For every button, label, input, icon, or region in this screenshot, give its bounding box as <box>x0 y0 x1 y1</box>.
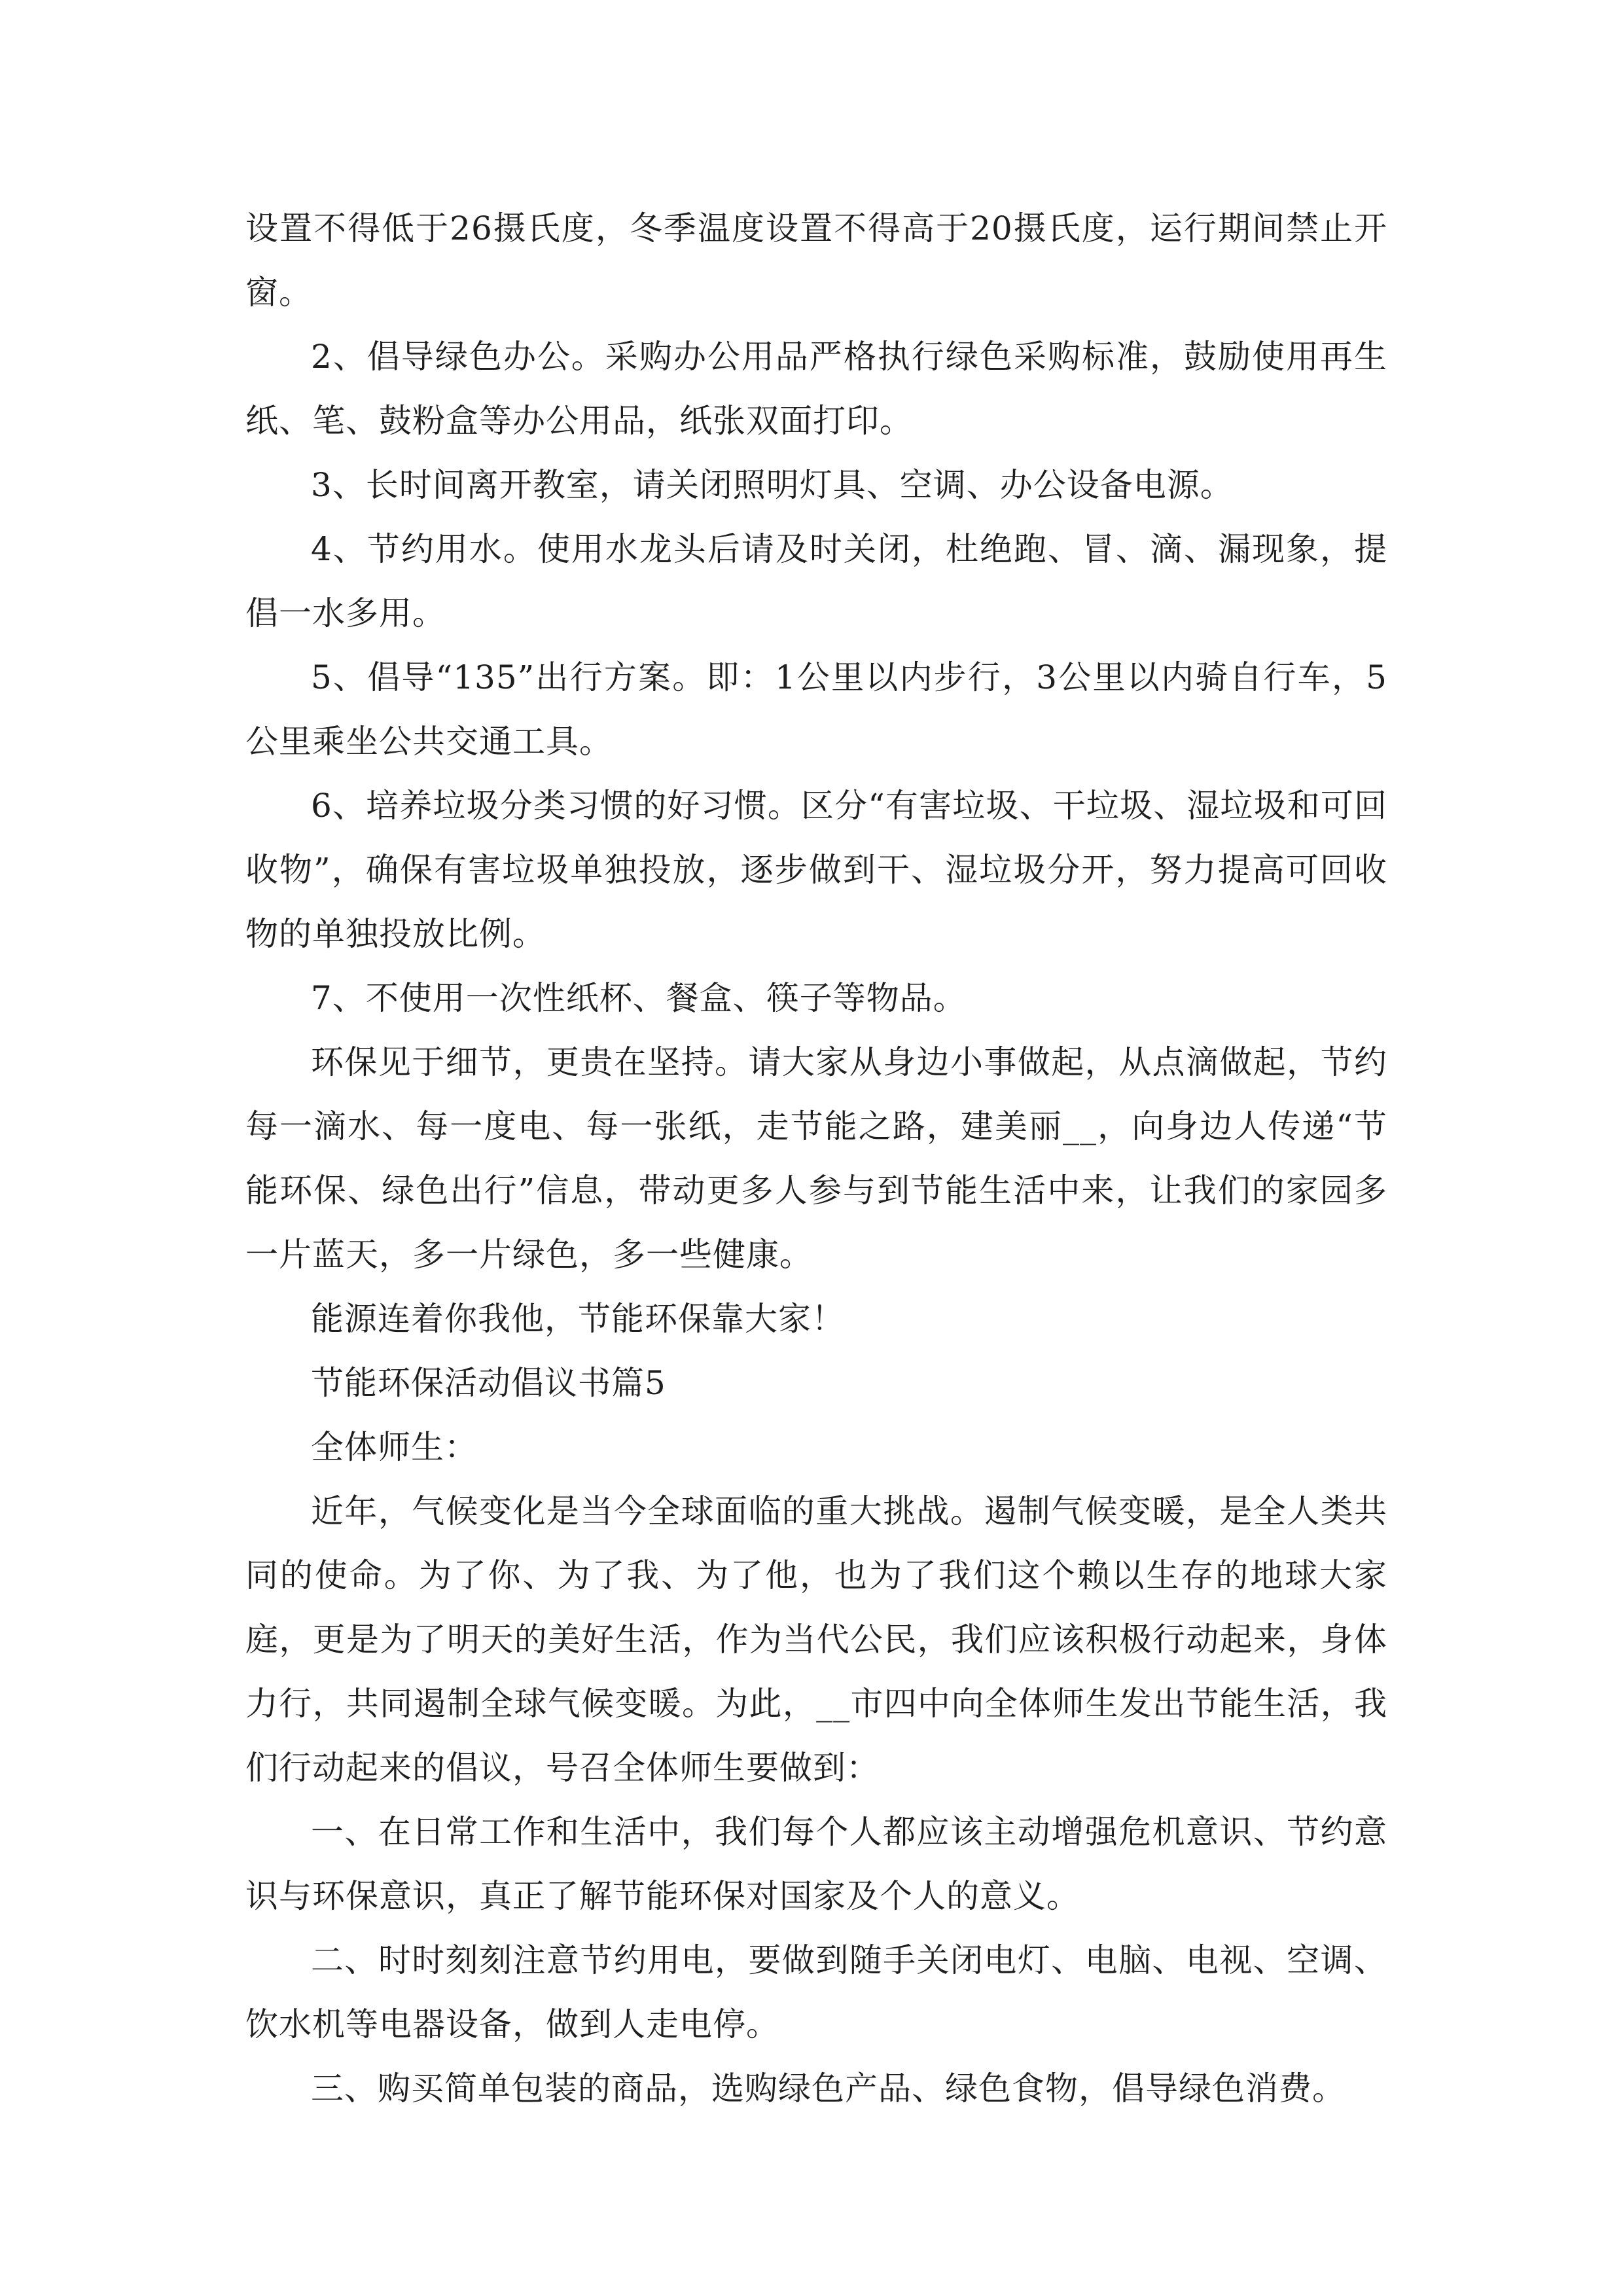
paragraph-closing: 环保见于细节，更贵在坚持。请大家从身边小事做起，从点滴做起，节约每一滴水、每一度电、每一张纸，走节能之路，建美丽__，向身边人传递“节能环保、绿色出行”信息，带动更多人参与到节能生活中来，让我们的家园多一片蓝天，多一片绿色，多一些健康。 <box>245 1043 1387 1274</box>
paragraph-continued: 设置不得低于26摄氏度，冬季温度设置不得高于20摄氏度，运行期间禁止开窗。 <box>245 209 1387 312</box>
paragraph-intro: 近年，气候变化是当今全球面临的重大挑战。遏制气候变暖，是全人类共同的使命。为了你、为了我、为了他，也为了我们这个赖以生存的地球大家庭，更是为了明天的美好生活，作为当代公民，我们应该积极行动起来，身体力行，共同遏制全球气候变暖。为此，__市四中向全体师生发出节能生活，我们行动起来的倡议，号召全体师生要做到： <box>245 1492 1387 1787</box>
paragraph-slogan: 能源连着你我他，节能环保靠大家！ <box>311 1300 845 1338</box>
paragraph-item-4: 4、节约用水。使用水龙头后请及时关闭，杜绝跑、冒、滴、漏现象，提倡一水多用。 <box>245 530 1387 632</box>
salutation: 全体师生： <box>311 1428 478 1466</box>
paragraph-item-3: 3、长时间离开教室，请关闭照明灯具、空调、办公设备电源。 <box>311 466 1234 504</box>
paragraph-item-5: 5、倡导“135”出行方案。即：1公里以内步行，3公里以内骑自行车，5公里乘坐公共交通工具。 <box>245 658 1387 761</box>
paragraph-item-2: 2、倡导绿色办公。采购办公用品严格执行绿色采购标准，鼓励使用再生纸、笔、鼓粉盒等办公用品，纸张双面打印。 <box>245 338 1387 440</box>
paragraph-point-2: 二、时时刻刻注意节约用电，要做到随手关闭电灯、电脑、电视、空调、饮水机等电器设备，做到人走电停。 <box>245 1941 1387 2043</box>
section-title: 节能环保活动倡议书篇5 <box>311 1364 666 1402</box>
document-body <box>245 196 1387 2121</box>
paragraph-item-7: 7、不使用一次性纸杯、餐盒、筷子等物品。 <box>311 979 967 1017</box>
paragraph-point-1: 一、在日常工作和生活中，我们每个人都应该主动增强危机意识、节约意识与环保意识，真正了解节能环保对国家及个人的意义。 <box>245 1813 1387 1915</box>
paragraph-item-6: 6、培养垃圾分类习惯的好习惯。区分“有害垃圾、干垃圾、湿垃圾和可回收物”，确保有害垃圾单独投放，逐步做到干、湿垃圾分开，努力提高可回收物的单独投放比例。 <box>245 787 1387 953</box>
paragraph-point-3: 三、购买简单包装的商品，选购绿色产品、绿色食物，倡导绿色消费。 <box>311 2070 1346 2108</box>
